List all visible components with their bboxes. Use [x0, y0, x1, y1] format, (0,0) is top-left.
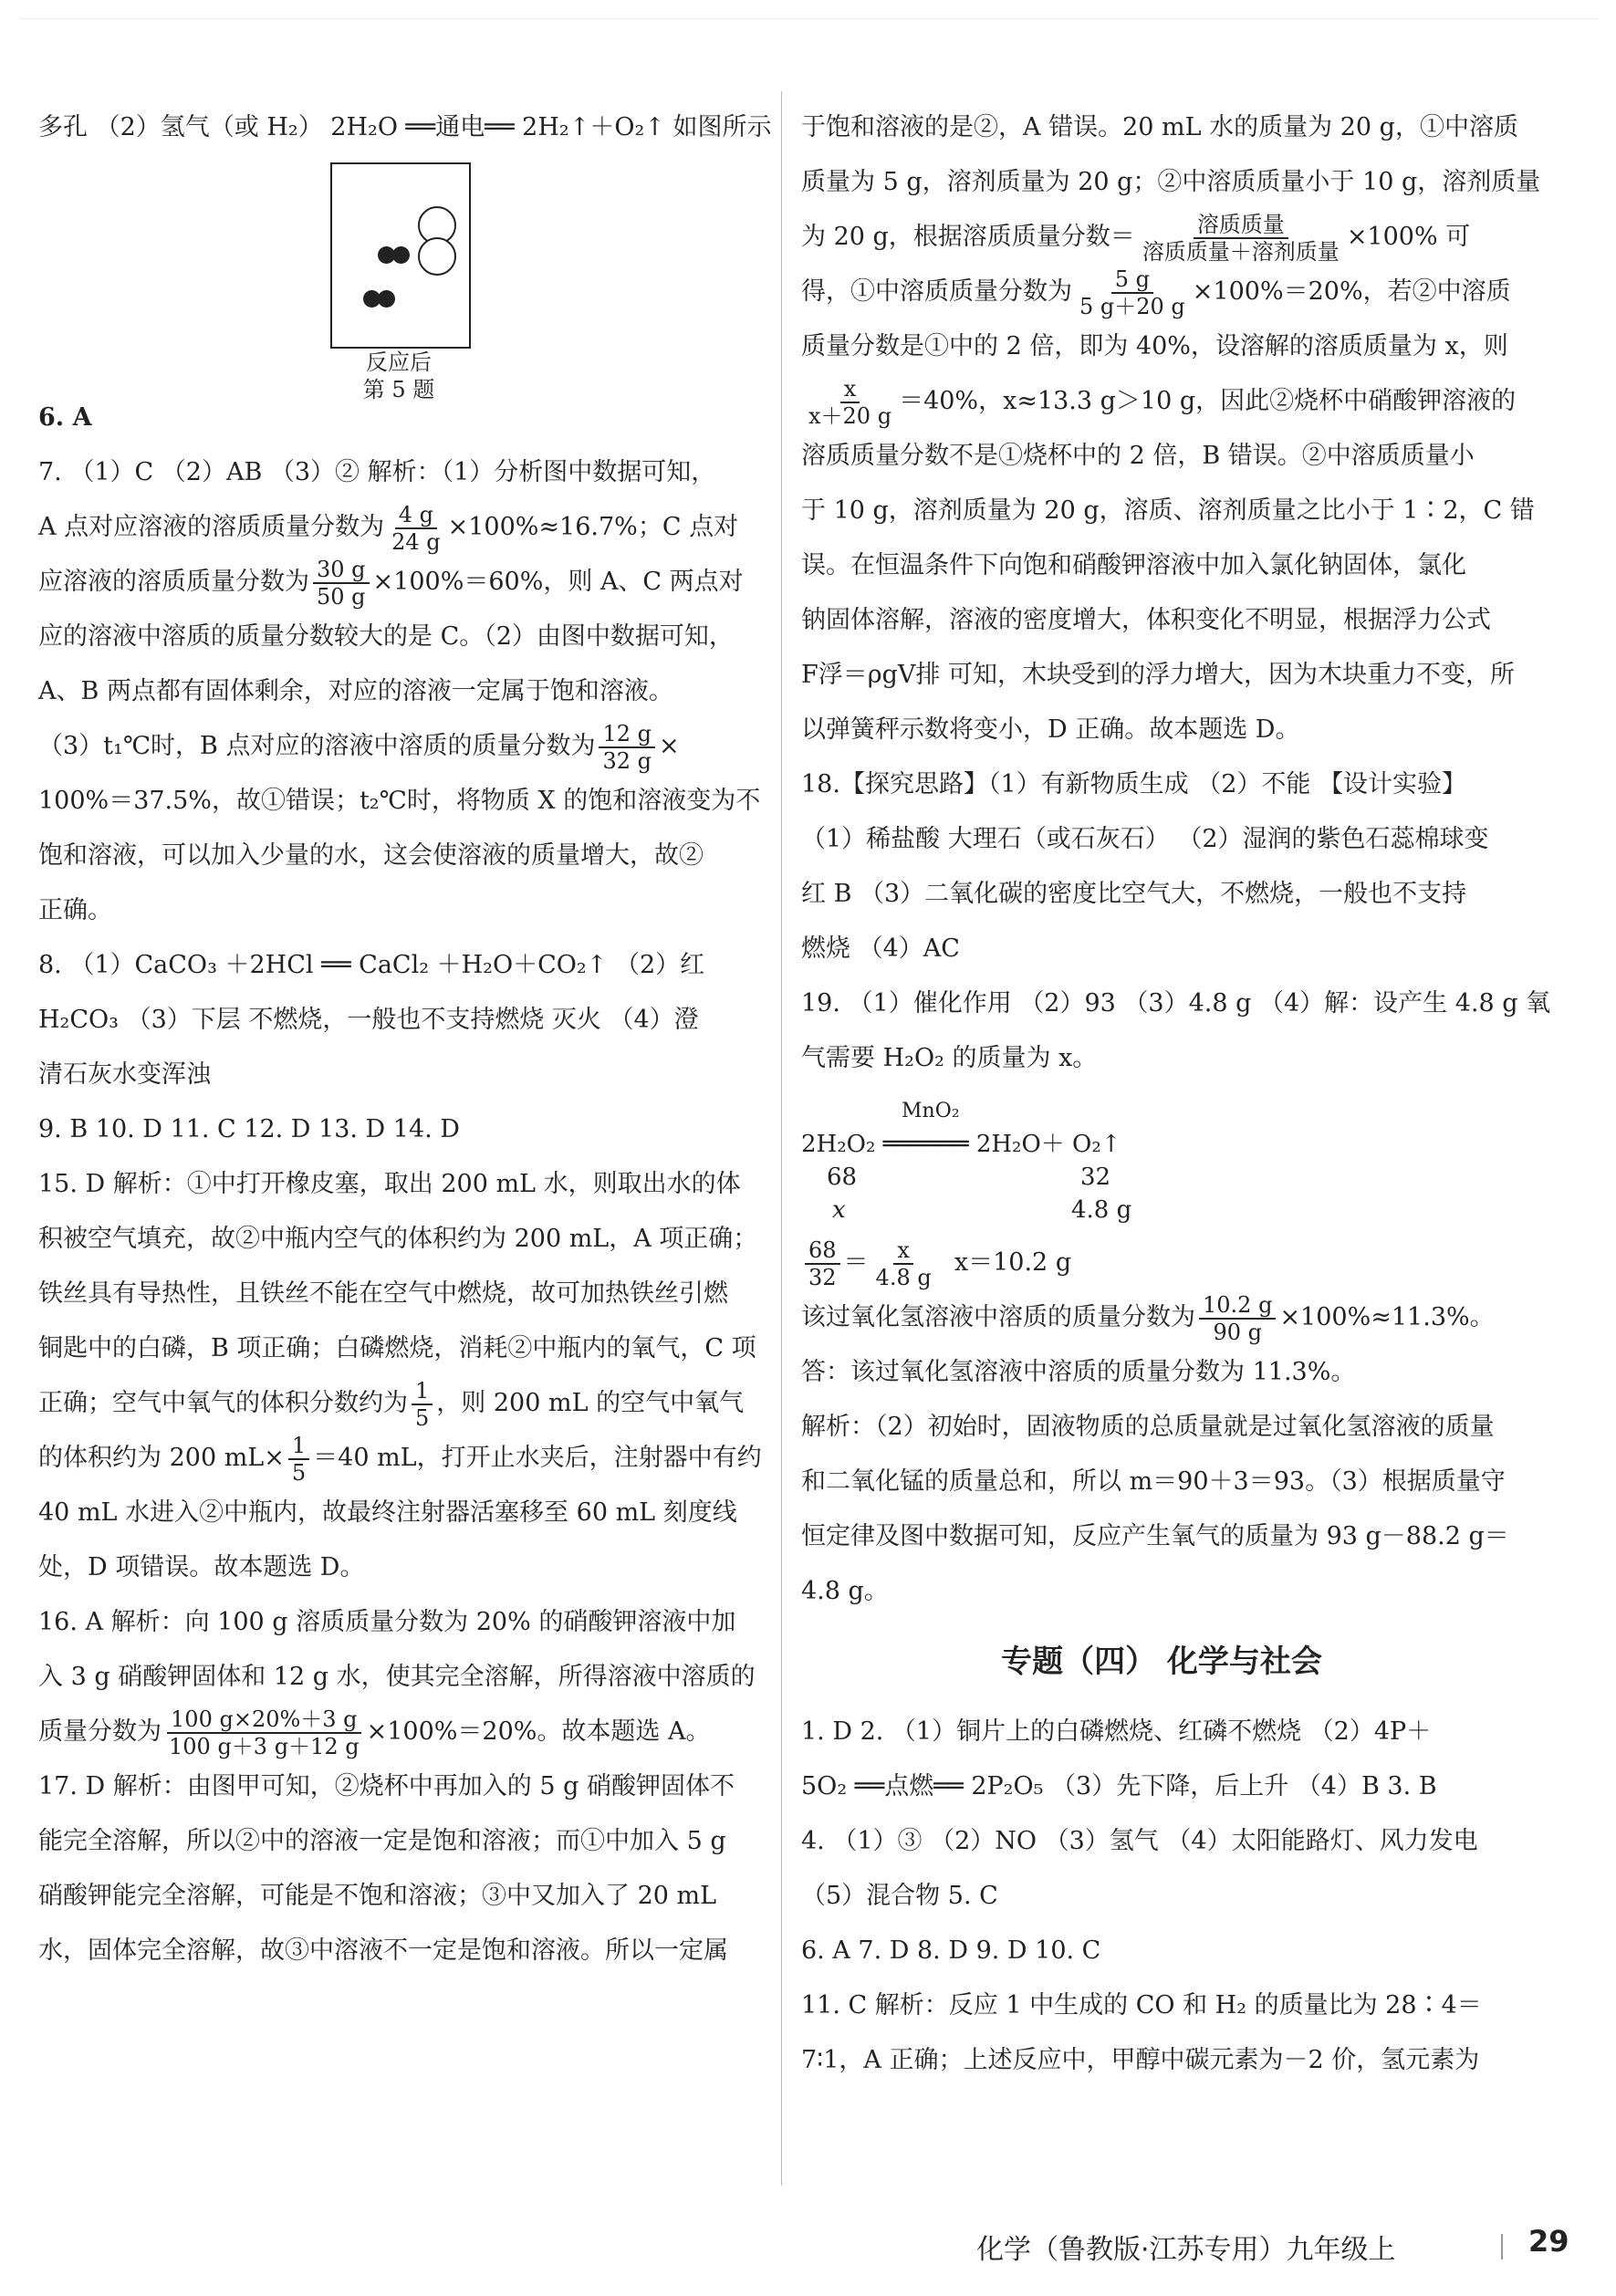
q5-figure: [38, 155, 759, 402]
q19-analysis-line: 和二氧化锰的质量总和，所以 m＝90＋3＝93。（3）根据质量守: [801, 1467, 1506, 1496]
q17-cont-line: 质量为 5 g，溶剂质量为 20 g；②中溶质质量小于 10 g，溶剂质量: [801, 168, 1541, 196]
molar-mass-2: 32: [1080, 1164, 1111, 1191]
q16-line: 质量分数为 $\frac{100 g\times 20\%+3 g}{100 g+3 g+12 g}$ ×100%＝20%。故本题选 A。: [38, 1706, 711, 1759]
left-column: [38, 100, 772, 1978]
section4-line: （5）混合物 5. C: [801, 1882, 998, 1910]
q17-cont-line: F浮＝ρgV排 可知，木块受到的浮力增大，因为木块重力不变，所: [801, 661, 1515, 689]
fraction: $\frac{x}{x+20 g}$: [808, 375, 892, 429]
oxygen-atom-icon: [418, 237, 456, 276]
q15-line: 积被空气填充，故②中瓶内空气的体积约为 200 mL，A 项正确；: [38, 1225, 758, 1253]
q7-line: 正确。: [38, 896, 112, 924]
section4-line: 1. D 2. （1）铜片上的白磷燃烧、红磷不燃烧 （2）4P＋: [801, 1717, 1432, 1746]
q8-line: H₂CO₃ （3）下层 不燃烧，一般也不支持燃烧 灭火 （4）澄: [38, 1006, 699, 1034]
fraction: $\frac{1}{5}$: [288, 1433, 309, 1486]
q7-line: 7. （1）C （2）AB （3）② 解析：（1）分析图中数据可知，: [38, 458, 716, 486]
footer-book-title: 化学（鲁教版·江苏专用）九年级上: [976, 2234, 1396, 2266]
q18-line: 燃烧 （4）AC: [801, 934, 960, 963]
q17-cont-line: 于饱和溶液的是②，A 错误。20 mL 水的质量为 20 g，①中溶质: [801, 113, 1518, 141]
q17-line: 水，固体完全溶解，故③中溶液不一定是饱和溶液。所以一定属: [38, 1936, 728, 1965]
q17-cont-line: 钠固体溶解，溶液的密度增大，体积变化不明显，根据浮力公式: [801, 606, 1491, 634]
fraction: $\frac{1}{5}$: [412, 1378, 433, 1431]
reaction-diagram-box: [330, 162, 471, 349]
q17-cont-line: 以弹簧秤示数将变小，D 正确。故本题选 D。: [801, 715, 1300, 744]
section4-line: 11. C 解析：反应 1 中生成的 CO 和 H₂ 的质量比为 28∶4＝: [801, 1991, 1482, 2019]
footer-separator: [1501, 2234, 1503, 2259]
q5-answer-line: 多孔 （2）氢气（或 H₂） 2H₂O ══通电══ 2H₂↑＋O₂↑ 如图所示: [38, 113, 772, 141]
q19-result-line: 该过氧化氢溶液中溶质的质量分数为 $\frac{10.2 g}{90 g}$ ×100%≈11.3%。: [801, 1291, 1495, 1345]
catalyst-label: MnO₂: [902, 1100, 960, 1122]
q17-line: 17. D 解析：由图甲可知，②烧杯中再加入的 5 g 硝酸钾固体不: [38, 1772, 735, 1800]
q18-line: 红 B （3）二氧化碳的密度比空气大，不燃烧，一般也不支持: [801, 880, 1467, 908]
page-top-line: [18, 18, 1598, 19]
q7-line: A 点对应溶液的溶质质量分数为 $\frac{4 g}{24 g}$ ×100%≈16.7%；C 点对: [38, 501, 739, 555]
q15-line: 15. D 解析：①中打开橡皮塞，取出 200 mL 水，则取出水的体: [38, 1170, 741, 1198]
section4-line: 7∶1，A 正确；上述反应中，甲醇中碳元素为－2 价，氢元素为: [801, 2046, 1480, 2074]
fraction: $\frac{4 g}{24 g}$: [391, 501, 441, 555]
equation-line: 2H₂O₂ ══════ 2H₂O＋ O₂↑: [801, 1131, 1121, 1158]
q15-line: 处，D 项错误。故本题选 D。: [38, 1553, 365, 1581]
q17-cont-line: 为 20 g，根据溶质质量分数＝ $\frac{\text{溶质质量}}{\text{溶质质量＋溶剂质量}}$ ×100% 可: [801, 211, 1471, 265]
q8-line: 清石灰水变浑浊: [38, 1060, 211, 1089]
q15-line: 铜匙中的白磷，B 项正确；白磷燃烧，消耗②中瓶内的氧气，C 项: [38, 1334, 756, 1362]
fraction: $\frac{12 g}{32 g}$: [599, 721, 655, 774]
section4-line: 4. （1）③ （2）NO （3）氢气 （4）太阳能路灯、风力发电: [801, 1827, 1478, 1855]
hydrogen-atom-icon: [378, 290, 395, 308]
q15-line: 40 mL 水进入②中瓶内，故最终注射器活塞移至 60 mL 刻度线: [38, 1498, 737, 1527]
q7-line: 100%＝37.5%，故①错误；t₂℃时，将物质 X 的饱和溶液变为不: [38, 787, 761, 815]
fraction: $\frac{10.2 g}{90 g}$: [1199, 1292, 1276, 1345]
q17-cont-line: 于 10 g，溶剂质量为 20 g，溶质、溶剂质量之比小于 1∶2，C 错: [801, 496, 1535, 525]
q19-line: 19. （1）催化作用 （2）93 （3）4.8 g （4）解：设产生 4.8 g 氧: [801, 989, 1551, 1018]
q17-cont-line: 得，①中溶质质量分数为 $\frac{5 g}{5 g+20 g}$ ×100%＝20%，若②中溶质: [801, 266, 1511, 319]
fraction: $\frac{100 g\times 20\%+3 g}{100 g+3 g+12 g}$: [169, 1706, 360, 1759]
q17-cont-line: 质量分数是①中的 2 倍，即为 40%，设溶解的溶质质量为 x，则: [801, 332, 1508, 360]
q18-line: 18.【探究思路】（1）有新物质生成 （2）不能 【设计实验】: [801, 770, 1466, 798]
q19-analysis-line: 恒定律及图中数据可知，反应产生氧气的质量为 93 g－88.2 g＝: [801, 1522, 1509, 1550]
q7-line: （3）t₁℃时，B 点对应的溶液中溶质的质量分数为 $\frac{12 g}{32 g}$ ×: [38, 720, 680, 774]
q16-line: 入 3 g 硝酸钾固体和 12 g 水，使其完全溶解，所得溶液中溶质的: [38, 1663, 756, 1691]
fraction: $\frac{30 g}{50 g}$: [313, 557, 370, 610]
q17-cont-line: 溶质质量分数不是①烧杯中的 2 倍，B 错误。②中溶质质量小: [801, 442, 1475, 470]
q15-line: 铁丝具有导热性，且铁丝不能在空气中燃烧，故可加热铁丝引燃: [38, 1279, 728, 1308]
ratio-line: $\frac{68}{32}$ ＝ $\frac{x}{4.8 g}$ x＝10.2 g: [801, 1236, 1522, 1290]
q16-line: 16. A 解析：向 100 g 溶质质量分数为 20% 的硝酸钾溶液中加: [38, 1608, 736, 1636]
q7-line: 应溶液的溶质质量分数为 $\frac{30 g}{50 g}$ ×100%＝60%，则 A、C 两点对: [38, 556, 744, 610]
q19-analysis-line: 4.8 g。: [801, 1577, 889, 1605]
section4-line: 6. A 7. D 8. D 9. D 10. C: [801, 1936, 1101, 1965]
q19-line: 气需要 H₂O₂ 的质量为 x。: [801, 1044, 1098, 1072]
fraction: $\frac{x}{4.8 g}$: [875, 1237, 932, 1290]
q18-line: （1）稀盐酸 大理石（或石灰石） （2）湿润的紫色石蕊棉球变: [801, 825, 1489, 853]
unknown-x: x: [832, 1196, 846, 1224]
column-divider: [781, 91, 782, 2186]
chemical-equation-block: [801, 1095, 1522, 1226]
q7-line: 应的溶液中溶质的质量分数较大的是 C。（2）由图中数据可知，: [38, 622, 734, 651]
q6-answer: 6. A: [38, 403, 92, 432]
section-title: 专题（四） 化学与社会: [1001, 1644, 1322, 1680]
q15-line: 正确；空气中氧气的体积分数约为 $\frac{1}{5}$ ，则 200 mL 的空气中氧气: [38, 1377, 745, 1431]
q17-line: 硝酸钾能完全溶解，可能是不饱和溶液；③中又加入了 20 mL: [38, 1882, 717, 1910]
fraction: $\frac{68}{32}$: [805, 1237, 840, 1290]
q8-line: 8. （1）CaCO₃ ＋2HCl ══ CaCl₂ ＋H₂O＋CO₂↑ （2）红: [38, 951, 705, 979]
known-mass: 4.8 g: [1071, 1196, 1132, 1224]
q19-answer-line: 答：该过氧化氢溶液中溶质的质量分数为 11.3%。: [801, 1358, 1356, 1386]
q17-cont-line: $\frac{x}{x+20 g}$ ＝40%，x≈13.3 g＞10 g，因此②烧杯中硝酸钾溶液的: [801, 374, 1522, 429]
q7-line: A、B 两点都有固体剩余，对应的溶液一定属于饱和溶液。: [38, 677, 673, 705]
fraction: $\frac{5 g}{5 g+20 g}$: [1079, 266, 1185, 319]
figure-caption: 第 5 题: [362, 377, 435, 402]
molar-mass-1: 68: [827, 1164, 858, 1191]
q19-analysis-line: 解析：（2）初始时，固液物质的总质量就是过氧化氢溶液的质量: [801, 1413, 1495, 1441]
q7-line: 饱和溶液，可以加入少量的水，这会使溶液的质量增大，故②: [38, 841, 704, 870]
figure-label: 反应后: [366, 350, 432, 375]
q9-14-answers: 9. B 10. D 11. C 12. D 13. D 14. D: [38, 1115, 460, 1143]
q17-cont-line: 误。在恒温条件下向饱和硝酸钾溶液中加入氯化钠固体，氯化: [801, 551, 1466, 579]
fraction: $\frac{\text{溶质质量}}{\text{溶质质量＋溶剂质量}}$: [1142, 211, 1340, 265]
q15-line: 的体积约为 200 mL× $\frac{1}{5}$ ＝40 mL，打开止水夹后，注射器中有约: [38, 1432, 762, 1486]
right-column: [801, 100, 1551, 2088]
section4-line: 5O₂ ══点燃══ 2P₂O₅ （3）先下降，后上升 （4）B 3. B: [801, 1772, 1437, 1800]
q17-line: 能完全溶解，所以②中的溶液一定是饱和溶液；而①中加入 5 g: [38, 1827, 726, 1855]
page-number: 29: [1528, 2224, 1569, 2259]
hydrogen-atom-icon: [392, 246, 410, 264]
